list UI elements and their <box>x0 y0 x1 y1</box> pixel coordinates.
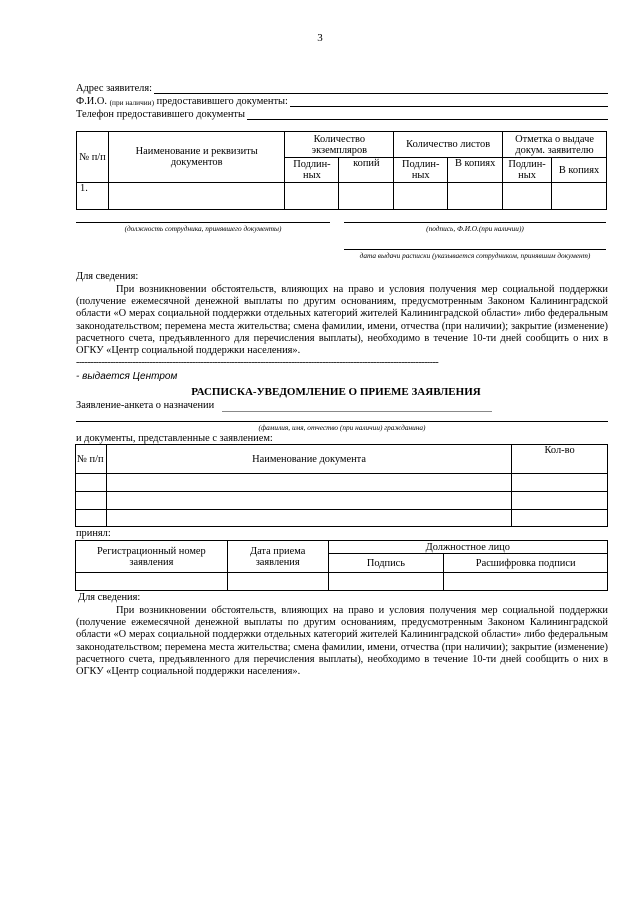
table-cell[interactable] <box>227 573 328 591</box>
phone-row <box>76 108 608 120</box>
fio-label: Ф.И.О. <box>76 96 108 107</box>
row-number: 1. <box>77 183 109 210</box>
table-cell[interactable] <box>444 573 608 591</box>
date-caption: дата выдачи расписки (указывается сотрудником, принявшим документ) <box>359 251 591 260</box>
info-title-2: Для сведения: <box>78 592 141 603</box>
table-cell[interactable] <box>339 183 394 210</box>
table-cell[interactable] <box>76 510 107 527</box>
table-cell[interactable] <box>76 492 107 510</box>
reg-date-header: Дата приема заявления <box>227 541 328 573</box>
table-cell[interactable] <box>108 183 285 210</box>
purpose-field[interactable] <box>222 411 492 412</box>
citizen-field[interactable] <box>76 421 608 422</box>
table-cell[interactable] <box>512 492 608 510</box>
list-qty-header: Кол-во <box>512 445 608 474</box>
col-copies-header: Количество экземпляров <box>285 132 394 158</box>
position-caption: (должность сотрудника, принявшего документы) <box>124 224 282 233</box>
documents-table <box>76 131 607 210</box>
document-list-table <box>75 444 608 527</box>
signature-caption: (подпись, Ф.И.О.(при наличии)) <box>426 224 524 233</box>
table-row <box>76 474 608 492</box>
cut-line: -------------------------------------------------------------------------------------------------------------------------------- <box>76 357 439 368</box>
phone-label: Телефон предоставившего документы <box>76 109 245 120</box>
page-number: 3 <box>317 32 323 44</box>
info-text: При возникновении обстоятельств, влияющих на право и условия получения мер социальной поддержки (получение ежемесячной денежной выплаты по другим основаниям, предусмотренным Законом Калининградской области «О мерах социальной поддержки отдельных категорий жителей Калининградской области» либо федеральным законодательством; перемена места жительства; смена фамилии, имени, отчества (при наличии); закрытие (изменение) расчетного счета, предъявленного для перечисления выплаты), необходимо в течение 10-ти дней сообщить о них в ОГКУ «Центр социальной поддержки населения». <box>76 284 608 357</box>
table-cell[interactable] <box>76 573 228 591</box>
list-num-header: № п/п <box>76 445 107 474</box>
accepted-label: принял: <box>76 528 111 539</box>
fio-label-tail: предоставившего документы: <box>156 96 288 107</box>
info-text-2: При возникновении обстоятельств, влияющих на право и условия получения мер социальной поддержки (получение ежемесячной денежной выплаты по другим основаниям, предусмотренным Законом Калининградской области «О мерах социальной поддержки отдельных категорий жителей Калининградской области» либо федеральным законодательством; перемена места жительства; смена фамилии, имени, отчества (при наличии); закрытие (изменение) расчетного счета, предъявленного для перечисления выплаты), необходимо в течение 10-ти дней сообщить о них в ОГКУ «Центр социальной поддержки населения». <box>76 605 608 678</box>
issued-by-label: - выдается Центром <box>76 371 178 382</box>
address-field[interactable] <box>154 83 608 94</box>
reg-number-header: Регистрационный номер заявления <box>76 541 228 573</box>
table-cell[interactable] <box>394 183 448 210</box>
table-cell[interactable] <box>106 510 511 527</box>
table-row <box>76 492 608 510</box>
table-cell[interactable] <box>503 183 552 210</box>
sub-originals-1: Подлин-ных <box>285 158 339 183</box>
signature-decode-header: Расшифровка подписи <box>444 554 608 573</box>
fio-label-optional: (при наличии) <box>109 98 155 107</box>
signature-line[interactable] <box>344 222 606 223</box>
application-label: Заявление-анкета о назначении <box>76 400 215 411</box>
col-mark-header: Отметка о выдаче докум. заявителю <box>503 132 607 158</box>
table-row <box>76 510 608 527</box>
signature-header: Подпись <box>328 554 444 573</box>
table-cell[interactable] <box>106 474 511 492</box>
sub-originals-2: Подлин-ных <box>394 158 448 183</box>
table-cell[interactable] <box>285 183 339 210</box>
phone-field[interactable] <box>247 109 608 120</box>
table-cell[interactable] <box>448 183 503 210</box>
receipt-title: РАСПИСКА-УВЕДОМЛЕНИЕ О ПРИЕМЕ ЗАЯВЛЕНИЯ <box>191 386 481 398</box>
col-sheets-header: Количество листов <box>394 132 503 158</box>
documents-presented-label: и документы, представленные с заявлением: <box>76 433 273 444</box>
col-name-header: Наименование и реквизиты документов <box>108 132 285 183</box>
sub-in-copies-2: В копиях <box>552 158 607 183</box>
table-row <box>76 573 608 591</box>
official-header: Должностное лицо <box>328 541 607 554</box>
table-row <box>77 183 607 210</box>
sub-originals-3: Подлин-ных <box>503 158 552 183</box>
position-line[interactable] <box>76 222 330 223</box>
registration-table <box>75 540 608 591</box>
table-cell[interactable] <box>106 492 511 510</box>
table-cell[interactable] <box>512 474 608 492</box>
date-line[interactable] <box>344 249 606 250</box>
table-cell[interactable] <box>552 183 607 210</box>
address-label: Адрес заявителя: <box>76 83 153 94</box>
table-cell[interactable] <box>328 573 444 591</box>
fio-row <box>76 95 608 107</box>
address-row <box>76 82 608 94</box>
col-num-header: № п/п <box>77 132 109 183</box>
info-title: Для сведения: <box>76 271 139 282</box>
list-name-header: Наименование документа <box>106 445 511 474</box>
citizen-caption: (фамилия, имя, отчество (при наличии) гражданина) <box>258 423 426 432</box>
fio-field[interactable] <box>290 96 608 107</box>
table-cell[interactable] <box>512 510 608 527</box>
sub-copies: копий <box>339 158 394 183</box>
table-cell[interactable] <box>76 474 107 492</box>
sub-in-copies-1: В копиях <box>448 158 503 183</box>
